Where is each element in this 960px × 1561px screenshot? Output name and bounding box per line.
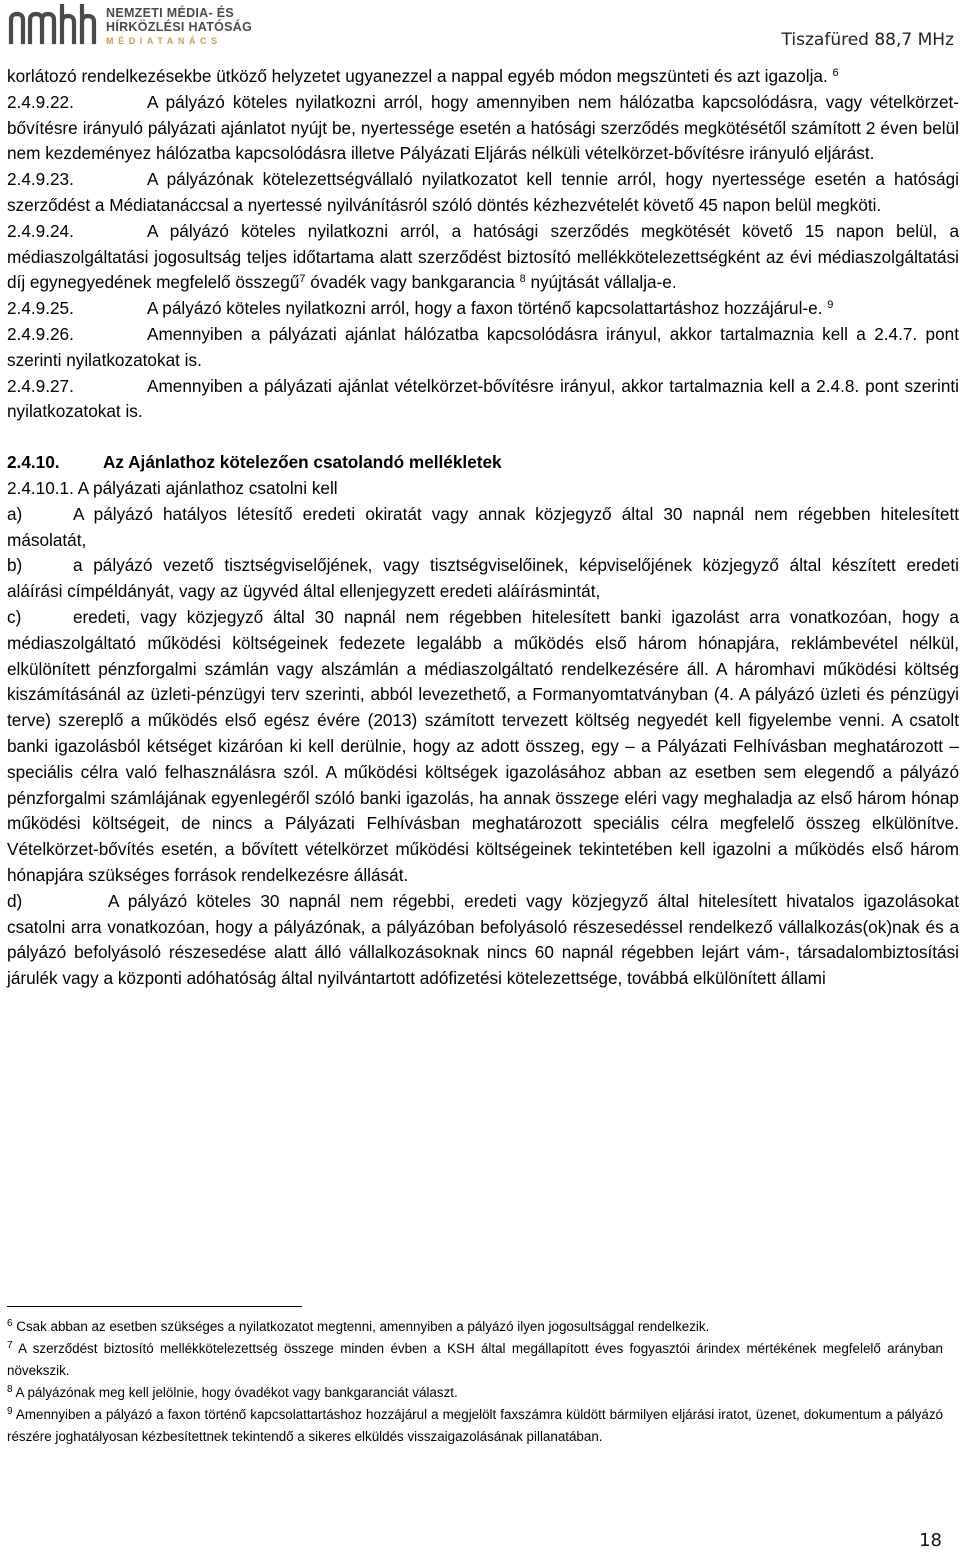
list-letter: b) [7, 555, 23, 576]
subsection-number: 2.4.10.1. [7, 477, 74, 498]
clause-text: A pályázó köteles nyilatkozni arról, hogy amennyiben nem hálózatba kapcsolódásra, vagy vételkörzet-bővítésre irányuló pályázati ajánlatot nyújt be, nyertessége esetén a hatósági szerződés megkötésétől számított 2 éven belül nem kezdeményez hálózatba kapcsolódásra illetve Pályázati Eljárás nélküli vételkörzet-bővítésre irányuló eljárást. [7, 91, 959, 164]
clause-text: óvadék vagy bankgarancia [310, 272, 515, 293]
footnote-8 [7, 1382, 943, 1404]
list-letter: d) [7, 890, 23, 911]
logo-text-line3: MÉDIATANÁCS [106, 36, 222, 46]
footnote-divider [7, 1306, 302, 1307]
footnote-text: Amennyiben a pályázó a faxon történő kapcsolattartáshoz hozzájárul a megjelölt faxszámra küldött bármilyen eljárási iratot, üzenet, dokumentum a pályázó részére joghatályosan kézbesítettnek tekintendő a sikeres elküldés visszaigazolásának pillanatában. [7, 1407, 944, 1444]
section-title: Az Ajánlathoz kötelezően csatolandó mellékletek [103, 452, 502, 473]
footnote-text: A pályázónak meg kell jelölnie, hogy óvadékot vagy bankgaranciát választ. [15, 1385, 458, 1400]
section-heading [7, 450, 959, 476]
list-item-a [7, 502, 959, 554]
subsection-text: A pályázati ajánlathoz csatolni kell [77, 477, 338, 498]
footnote-ref: 7 [299, 273, 306, 286]
clause-2-4-9-22 [7, 90, 959, 167]
clause-text: Amennyiben a pályázati ajánlat hálózatba kapcsolódásra irányul, akkor tartalmaznia kell a 2.4.7. pont szerinti nyilatkozatokat is. [7, 323, 959, 370]
clause-text: A pályázó köteles nyilatkozni arról, hogy a faxon történő kapcsolattartáshoz hozzájárul-e. [147, 298, 823, 319]
clause-number: 2.4.9.22. [7, 91, 74, 112]
subsection-2-4-10-1 [7, 476, 959, 502]
clause-text: nyújtását vállalja-e. [530, 272, 677, 293]
section-number: 2.4.10. [7, 452, 60, 473]
page-number: 18 [919, 1530, 942, 1551]
footnote-ref: 9 [827, 299, 834, 312]
station-label: Tiszafüred 88,7 MHz [781, 30, 954, 50]
clause-number: 2.4.9.23. [7, 169, 74, 190]
footnote-number: 9 [7, 1406, 13, 1417]
logo-text-line2: HÍRKÖZLÉSI HATÓSÁG [106, 20, 253, 34]
nmhh-logo-mark [8, 4, 100, 46]
list-item-d [7, 889, 959, 992]
paragraph-text: korlátozó rendelkezésekbe ütköző helyzetet ugyanezzel a nappal egyéb módon megszünteti és azt igazolja. [7, 66, 828, 86]
list-text: eredeti, vagy közjegyző által 30 napnál nem régebben hitelesített banki igazolást arra vonatkozóan, hogy a médiaszolgáltató működési költségeinek fedezete legalább a működés első három hónapjára, reklámbevétel nélkül, elkülönített pénzforgalmi számlán vagy alszámlán a médiaszolgáltató rendelkezésére áll. A háromhavi működési költség kiszámításánál az üzleti-pénzügyi terv szerinti, abból levezethető, a Formanyomtatványban (4. A pályázó üzleti és pénzügyi terve) szereplő a működés első egész évére (2013) számított tervezett költség negyedét kell figyelembe venni. A csatolt banki igazolásból kétséget kizáróan ki kell derülnie, hogy az adott összeg, egy – a Pályázati Felhívásban meghatározott – speciális célra való felhasználásra szól. A működési költségek igazolásához abban az esetben sem elegendő a pályázó pénzforgalmi számlájának egyenlegéről szóló banki igazolás, ha annak összege eléri vagy meghaladja az első három hónap működési költségeit, de nincs a Pályázati Felhívásban meghatározott speciális célra megfelelő összeg elkülönítve. Vételkörzet-bővítés esetén, a bővített vételkörzet működési költségeinek tekintetében kell igazolni a működés első három hónapjára szükséges források rendelkezésre állását. [7, 606, 959, 885]
footnote-6 [7, 1316, 943, 1338]
list-letter: a) [7, 503, 23, 524]
clause-2-4-9-25 [7, 296, 959, 322]
clause-number: 2.4.9.27. [7, 375, 74, 396]
list-text: a pályázó vezető tisztségviselőjének, vagy tisztségviselőinek, képviselőjének közjegyző által készített eredeti aláírási címpéldányát, vagy az ügyvéd által ellenjegyzett eredeti aláírásmintát, [7, 555, 959, 602]
footnote-7 [7, 1338, 943, 1382]
footnote-number: 8 [7, 1384, 13, 1395]
clause-text: A pályázónak kötelezettségvállaló nyilatkozatot kell tennie arról, hogy nyertessége esetén a hatósági szerződést a Médiatanáccsal a nyertessé nyilvánításról szóló döntés kézhezvételét követő 45 napon belül megköti. [7, 169, 959, 215]
paragraph-continuation [7, 64, 959, 90]
clause-2-4-9-26 [7, 322, 959, 374]
clause-number: 2.4.9.25. [7, 298, 74, 319]
page-header [0, 0, 960, 60]
clause-2-4-9-24 [7, 219, 959, 296]
list-letter: c) [7, 606, 22, 627]
footnote-9 [7, 1404, 943, 1448]
list-text: A pályázó hatályos létesítő eredeti okiratát vagy annak közjegyző által 30 napnál nem régebben hitelesített másolatát, [7, 503, 959, 550]
document-body [7, 64, 959, 992]
footnotes [7, 1316, 943, 1448]
list-item-c [7, 605, 959, 889]
footnote-number: 6 [7, 1318, 13, 1329]
clause-text: A pályázó köteles nyilatkozni arról, a hatósági szerződés megkötését követő 15 napon belül, a médiaszolgáltatási jogosultság teljes időtartama alatt szerződést biztosító mellékkötelezettségként az évi médiaszolgáltatási díj egynegyedének megfelelő összegű [7, 220, 959, 293]
footnote-ref: 6 [832, 67, 839, 79]
clause-2-4-9-23 [7, 167, 959, 219]
clause-2-4-9-27 [7, 374, 959, 426]
list-text: A pályázó köteles 30 napnál nem régebbi, eredeti vagy közjegyző által hitelesített hivatalos igazolásokat csatolni arra vonatkozóan, hogy a pályázónak, a pályázóban befolyásoló részesedéssel rendelkező vállalkozás(ok)nak és a pályázó befolyásoló részesedése alatt álló vállalkozásoknak nincs 60 napnál régebben lejárt vám-, társadalombiztosítási járulék vagy a központi adóhatóság által nyilvántartott adófizetési kötelezettsége, továbbá elkülönített állami [7, 890, 959, 989]
logo-text-line1: NEMZETI MÉDIA- ÉS [106, 6, 235, 20]
spacer [7, 425, 959, 450]
clause-number: 2.4.9.26. [7, 323, 74, 344]
footnote-text: A szerződést biztosító mellékkötelezettség összege minden évben a KSH által megállapított éves fogyasztói árindex mértékének megfelelő arányban növekszik. [7, 1341, 943, 1378]
footnote-number: 7 [7, 1340, 13, 1351]
list-item-b [7, 553, 959, 605]
clause-text: Amennyiben a pályázati ajánlat vételkörzet-bővítésre irányul, akkor tartalmaznia kell a 2.4.8. pont szerinti nyilatkozatokat is. [7, 375, 959, 422]
clause-number: 2.4.9.24. [7, 220, 74, 241]
footnote-text: Csak abban az esetben szükséges a nyilatkozatot megtenni, amennyiben a pályázó ilyen jogosultsággal rendelkezik. [16, 1319, 710, 1334]
footnote-ref: 8 [519, 273, 526, 286]
